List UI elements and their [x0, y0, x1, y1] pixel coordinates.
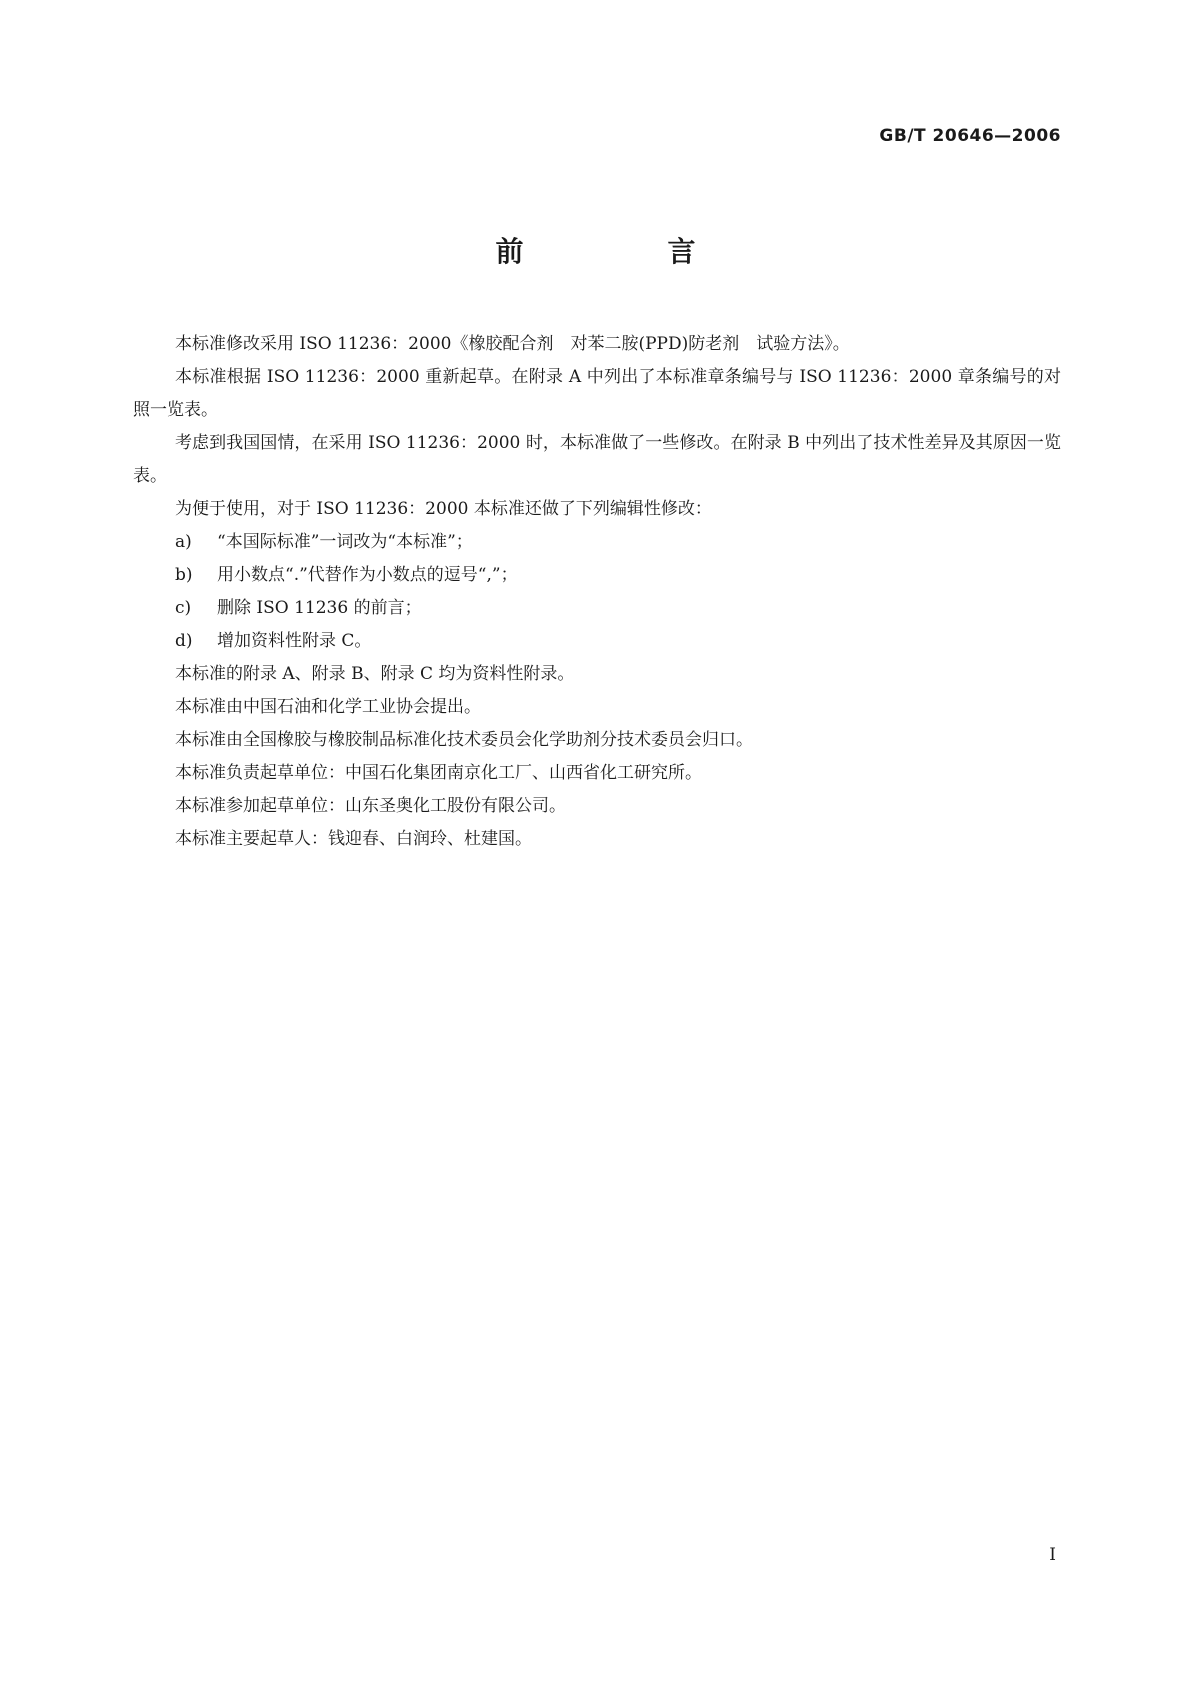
- list-item-text: 删除 ISO 11236 的前言；: [217, 598, 422, 618]
- paragraph-annexes: 本标准的附录 A、附录 B、附录 C 均为资料性附录。: [175, 664, 575, 684]
- list-item-text: 增加资料性附录 C。: [217, 631, 372, 651]
- list-item-text: 用小数点“.”代替作为小数点的逗号“,”；: [217, 565, 518, 585]
- paragraph-editorial-intro: 为便于使用，对于 ISO 11236：2000 本标准还做了下列编辑性修改：: [175, 499, 712, 519]
- document-body: [133, 328, 1061, 856]
- list-item: [133, 559, 1061, 592]
- paragraph-committee: 本标准由全国橡胶与橡胶制品标准化技术委员会化学助剂分技术委员会归口。: [175, 730, 753, 750]
- list-marker: b): [175, 565, 193, 585]
- paragraph-modifications: 考虑到我国国情，在采用 ISO 11236：2000 时，本标准做了一些修改。在附录 B 中列出了技术性差异及其原因一览表。: [133, 433, 1061, 486]
- list-marker: d): [175, 631, 193, 651]
- list-item: [133, 625, 1061, 658]
- list-item: [133, 592, 1061, 625]
- list-marker: c): [175, 598, 192, 618]
- paragraph-participating-drafters: 本标准参加起草单位：山东圣奥化工股份有限公司。: [175, 796, 566, 816]
- standard-number: GB/T 20646—2006: [879, 126, 1061, 146]
- list-item: [133, 526, 1061, 559]
- list-item-text: “本国际标准”一词改为“本标准”；: [217, 532, 473, 552]
- page-title: 前 言: [495, 235, 754, 268]
- paragraph-redraft: 本标准根据 ISO 11236：2000 重新起草。在附录 A 中列出了本标准章条编号与 ISO 11236：2000 章条编号的对照一览表。: [133, 367, 1061, 420]
- paragraph-proposer: 本标准由中国石油和化学工业协会提出。: [175, 697, 481, 717]
- list-marker: a): [175, 532, 192, 552]
- paragraph-adoption: 本标准修改采用 ISO 11236：2000《橡胶配合剂 对苯二胺(PPD)防老剂 试验方法》。: [175, 334, 850, 354]
- page-number: I: [1049, 1545, 1056, 1565]
- paragraph-lead-drafters: 本标准负责起草单位：中国石化集团南京化工厂、山西省化工研究所。: [175, 763, 702, 783]
- paragraph-main-drafters: 本标准主要起草人：钱迎春、白润玲、杜建国。: [175, 829, 532, 849]
